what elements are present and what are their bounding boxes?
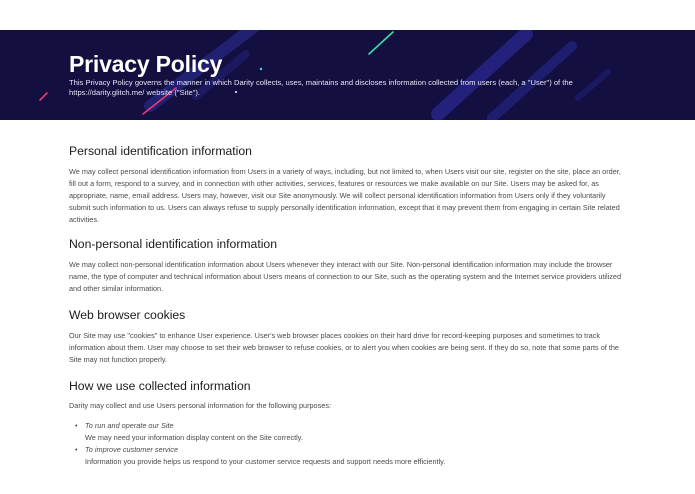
section-heading: Non-personal identification information — [69, 237, 277, 251]
section-body: We may collect personal identification information from Users in a variety of ways, including, but not limited to, when Users visit our site, register on the site, place an order, fill out a form, respond to a survey, and in connection with other activities, services, features or resources we make available on our Site. Users may be asked for, as appropriate, name, email address. Users may, however, visit our Site anonymously. We will collect personal identification information from Users only if they voluntarily submit such information to us. Users can always refuse to supply personally identification information, except that it may prevent them from engaging in certain Site related activities. — [69, 167, 621, 224]
section-heading: How we use collected information — [69, 379, 251, 393]
purpose-description: We may need your information display content on the Site correctly. — [85, 432, 303, 442]
section-personal-info — [69, 143, 627, 226]
section-body: We may collect non-personal identification information about Users whenever they interact with our Site. Non-personal identification information may include the browser name, the type of computer and technical information about Users means of connection to our Site, such as the operating system and the Internet service providers utilized and other similar information. — [69, 260, 622, 293]
list-item — [69, 420, 627, 443]
purpose-title: To run and operate our Site — [85, 421, 174, 430]
hero-banner — [0, 30, 695, 120]
purpose-title: To improve customer service — [85, 445, 178, 454]
page-subtitle: This Privacy Policy governs the manner in which Darity collects, uses, maintains and discloses information collected from users (each, a "User") of the https://darity.glitch.me/ website ("Site"). — [69, 78, 573, 97]
purposes-list — [69, 420, 627, 467]
bullet-icon: • — [75, 445, 78, 454]
page-title: Privacy Policy — [69, 51, 223, 77]
section-non-personal-info — [69, 236, 627, 295]
section-web-browser-cookies — [69, 307, 627, 366]
list-item — [69, 444, 627, 467]
bullet-icon: • — [75, 421, 78, 430]
purpose-description: Information you provide helps us respond to your customer service requests and support needs more efficiently. — [85, 456, 446, 466]
section-how-we-use-info — [69, 378, 627, 468]
section-heading: Web browser cookies — [69, 308, 186, 322]
section-heading: Personal identification information — [69, 144, 252, 158]
section-intro: Darity may collect and use Users personal information for the following purposes: — [69, 401, 332, 410]
section-body: Our Site may use "cookies" to enhance User experience. User's web browser places cookies on their hard drive for record-keeping purposes and sometimes to track information about them. User may choose to set their web browser to refuse cookies, or to alert you when cookies are being sent. If they do so, note that some parts of the Site may not function properly. — [69, 331, 619, 364]
